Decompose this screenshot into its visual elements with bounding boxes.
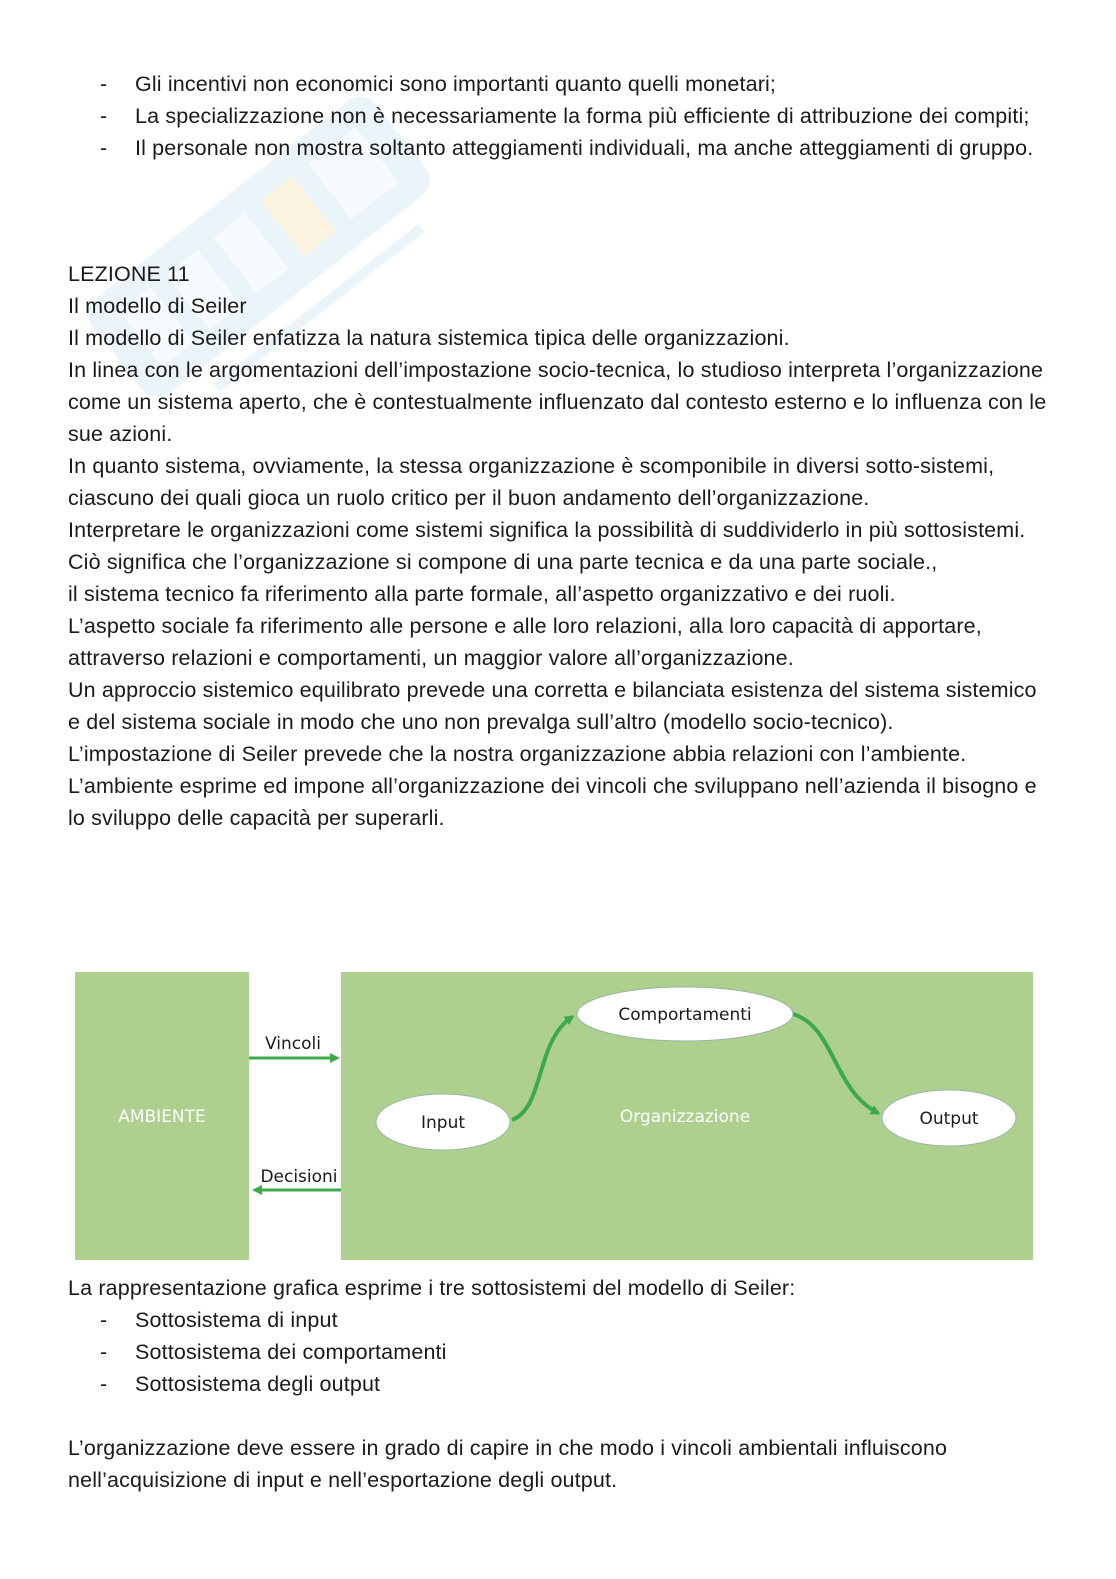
intro-bullet-list (68, 68, 1053, 164)
diagram-caption: La rappresentazione grafica esprime i tre sottosistemi del modello di Seiler: (68, 1276, 796, 1300)
paragraph: Ciò significa che l’organizzazione si compone di una parte tecnica e da una parte sociale., (68, 550, 938, 574)
list-item: - Sottosistema degli output (100, 1372, 381, 1396)
lesson-heading: LEZIONE 11 (68, 262, 190, 286)
subsystems-list (68, 1304, 1053, 1400)
decisions-arrow-label: Decisioni (260, 1167, 338, 1187)
list-item: - Sottosistema di input (100, 1308, 338, 1332)
environment-label: AMBIENTE (118, 1107, 206, 1127)
after-diagram-section (68, 1272, 1053, 1496)
list-item: - La specializzazione non è necessariamente la forma più efficiente di attribuzione dei compiti; (100, 104, 1030, 128)
lesson-title: Il modello di Seiler (68, 294, 247, 318)
paragraph: il sistema tecnico fa riferimento alla parte formale, all’aspetto organizzativo e dei ruoli. (68, 582, 896, 606)
paragraph: L’aspetto sociale fa riferimento alle persone e alle loro relazioni, alla loro capacità di apportare, attraverso relazioni e comportamenti, un maggior valore all’organizzazione. (68, 614, 982, 670)
paragraph: Il modello di Seiler enfatizza la natura sistemica tipica delle organizzazioni. (68, 326, 790, 350)
constraints-arrow-label: Vincoli (265, 1034, 321, 1054)
organization-label: Organizzazione (619, 1107, 751, 1127)
behaviors-label: Comportamenti (618, 1005, 752, 1025)
input-label: Input (420, 1113, 466, 1133)
paragraph: In quanto sistema, ovviamente, la stessa organizzazione è scomponibile in diversi sotto-sistemi, ciascuno dei quali gioca un ruolo critico per il buon andamento dell’organizzazione. (68, 454, 995, 510)
paragraph: Un approccio sistemico equilibrato prevede una corretta e bilanciata esistenza del sistema sistemico e del sistema sociale in modo che uno non prevalga sull’altro (modello socio-tecnico). (68, 678, 1037, 734)
paragraph: L’impostazione di Seiler prevede che la nostra organizzazione abbia relazioni con l’ambiente. L’ambiente esprime ed impone all’organizzazione dei vincoli che sviluppano nell’azienda il bisogno e lo sviluppo delle capacità per superarli. (68, 742, 1037, 830)
seiler-model-diagram (75, 972, 1035, 1262)
conclusion-paragraph: L’organizzazione deve essere in grado di capire in che modo i vincoli ambientali influiscono nell’acquisizione di input e nell’esportazione degli output. (68, 1436, 948, 1492)
paragraph: In linea con le argomentazioni dell’impostazione socio-tecnica, lo studioso interpreta l’organizzazione come un sistema aperto, che è contestualmente influenzato dal contesto esterno e lo influenza con le sue azioni. (68, 358, 1047, 446)
lesson-section (68, 258, 1053, 834)
list-item: - Il personale non mostra soltanto atteggiamenti individuali, ma anche atteggiamenti di gruppo. (100, 136, 1034, 160)
list-item: - Sottosistema dei comportamenti (100, 1340, 447, 1364)
list-item: - Gli incentivi non economici sono importanti quanto quelli monetari; (100, 72, 777, 96)
output-label: Output (919, 1109, 979, 1129)
paragraph: Interpretare le organizzazioni come sistemi significa la possibilità di suddividerlo in più sottosistemi. (68, 518, 1026, 542)
